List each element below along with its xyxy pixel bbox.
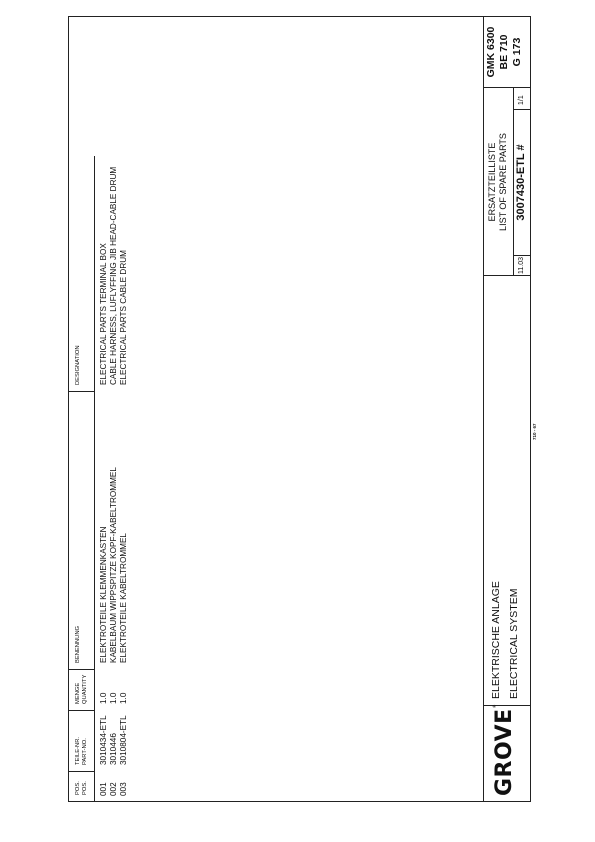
- page-code: 710 - 67: [532, 423, 537, 440]
- row-2-part: 3010446: [109, 733, 118, 765]
- col-div-2: [68, 710, 94, 711]
- row-2-pos: 002: [109, 782, 118, 796]
- header-benennung: BENENNUNG: [75, 625, 81, 663]
- title-block-top-rule: [483, 16, 484, 802]
- system-name-de: ELEKTRISCHE ANLAGE: [490, 581, 502, 699]
- row-1-part: 3010434-ETL: [99, 715, 108, 765]
- header-designation: DESIGNATION: [75, 345, 81, 385]
- row-2-designation: CABLE HARNESS, LUFLYFFING JIB HEAD-CABLE DRUM: [109, 166, 118, 385]
- page-number: 1/1: [518, 95, 525, 105]
- document-number: 3007430-ETL #: [515, 144, 527, 221]
- frame-top: [68, 16, 69, 802]
- system-name-en: ELECTRICAL SYSTEM: [508, 588, 520, 699]
- model-be: BE 710: [498, 34, 510, 70]
- frame-right: [68, 16, 531, 17]
- title-date-div: [513, 255, 531, 256]
- row-2-qty: 1.0: [109, 692, 118, 704]
- col-div-4: [68, 391, 94, 392]
- model-g: G 173: [511, 37, 523, 67]
- header-rule: [94, 156, 95, 802]
- col-div-3: [68, 669, 94, 670]
- row-3-benennung: ELEKTROTEILE KABELTROMMEL: [119, 533, 128, 663]
- row-3-designation: ELECTRICAL PARTS CABLE DRUM: [119, 250, 128, 385]
- list-date: 11.03: [518, 257, 525, 274]
- frame-bottom: [530, 16, 531, 802]
- title-list-rule: [513, 88, 514, 276]
- row-1-designation: ELECTRICAL PARTS TERMINAL BOX: [99, 243, 108, 385]
- model-name: GMK 6300: [485, 26, 497, 78]
- header-quantity: MENGE QUANTITY: [75, 674, 88, 704]
- grove-logo: GROVE®: [492, 703, 517, 796]
- header-part-no: TEILE-NR. PART-NO.: [75, 736, 88, 765]
- list-title-de: ERSATZTEILLISTE: [487, 142, 497, 222]
- list-title-en: LIST OF SPARE PARTS: [498, 133, 508, 231]
- row-3-pos: 003: [119, 782, 128, 796]
- row-1-pos: 001: [99, 782, 108, 796]
- row-1-benennung: ELEKTROTEILE KLEMMENKASTEN: [99, 526, 108, 663]
- col-div-1: [68, 771, 94, 772]
- header-pos: POS. POS.: [75, 781, 88, 795]
- frame-left: [68, 801, 531, 802]
- row-2-benennung: KABELBAUM WIPPSPITZE KOPF-KABELTROMMEL: [109, 467, 118, 663]
- row-3-part: 3010804-ETL: [119, 715, 128, 765]
- row-3-qty: 1.0: [119, 692, 128, 704]
- row-1-qty: 1.0: [99, 692, 108, 704]
